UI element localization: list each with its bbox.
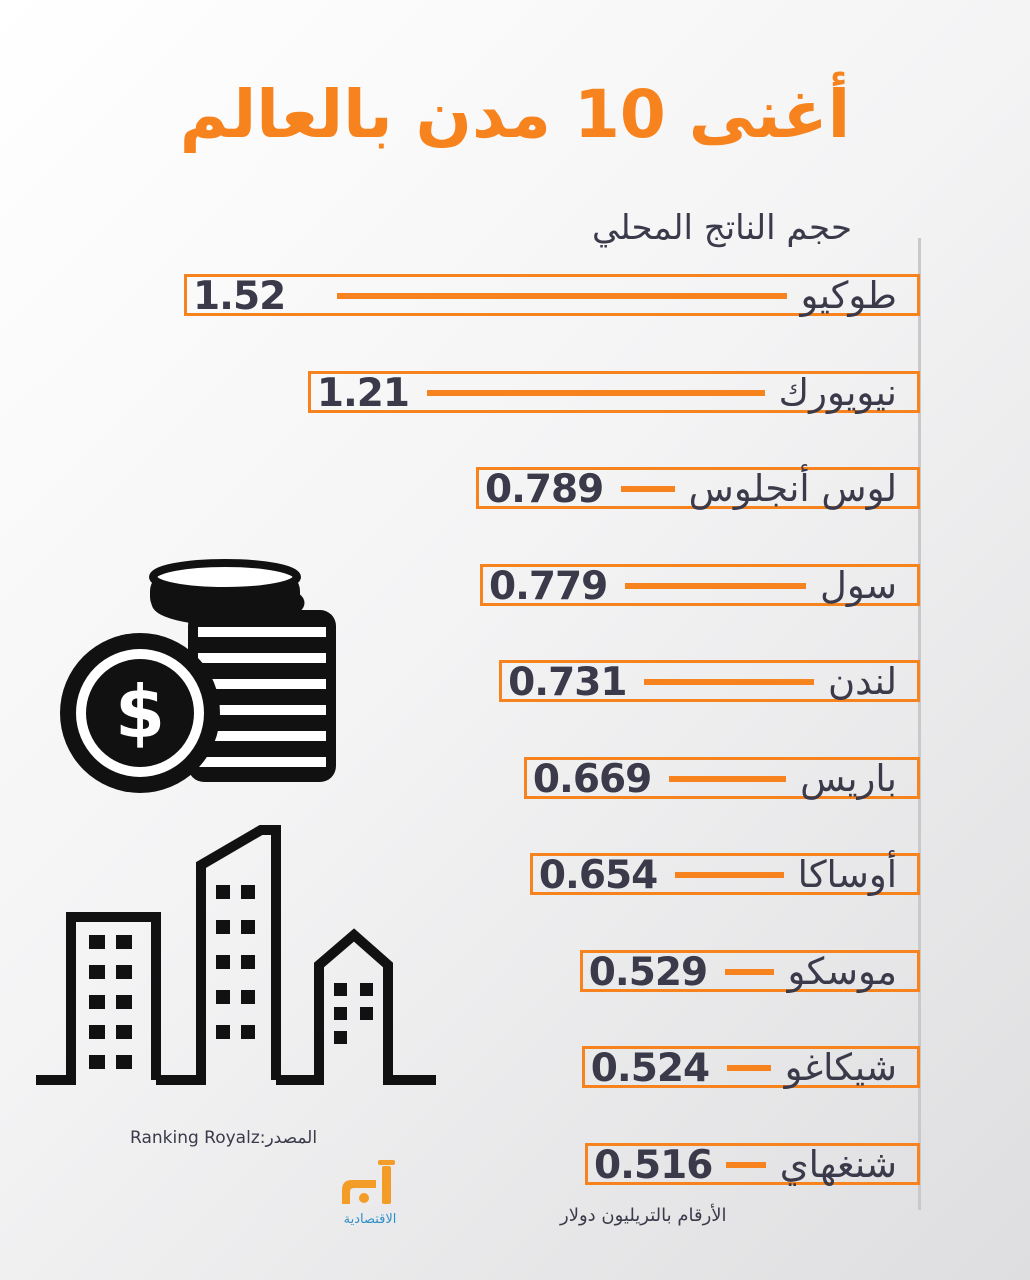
bar-5 [524, 756, 920, 802]
bar-category-label: شنغهاي [779, 1142, 897, 1186]
chart-subtitle: حجم الناتج المحلي [591, 208, 852, 248]
bar-value-label: 0.731 [508, 660, 627, 705]
coins-dollar-icon [60, 555, 360, 795]
bar-4 [499, 660, 920, 705]
bar-2 [476, 467, 920, 512]
bar-category-label: سول [819, 563, 897, 607]
bar-connector-line [727, 1065, 771, 1071]
bar-category-label: أوساكا [797, 853, 897, 896]
bar-value-label: 0.654 [538, 853, 658, 898]
bar-value-label: 1.21 [316, 370, 410, 416]
logo-icon [338, 1160, 402, 1206]
bar-connector-line [675, 872, 784, 878]
bar-value-label: 0.529 [588, 949, 708, 995]
bar-connector-line [644, 679, 814, 685]
bar-category-label: لندن [827, 660, 897, 703]
bar-value-label: 0.669 [532, 756, 652, 802]
bar-category-label: شيكاغو [784, 1046, 897, 1089]
bar-connector-line [669, 776, 786, 782]
bar-6 [530, 853, 920, 898]
logo-subtitle: الاقتصادية [343, 1212, 397, 1227]
bar-value-label: 0.524 [590, 1046, 710, 1091]
page-title: أغنى 10 مدن بالعالم [179, 76, 851, 153]
bar-connector-line [726, 1162, 766, 1168]
bar-value-label: 0.789 [484, 467, 604, 512]
bar-7 [580, 949, 920, 995]
bar-category-label: باريس [800, 756, 897, 800]
bar-3 [480, 563, 920, 609]
source-text: Ranking Royalz:المصدر [130, 1128, 318, 1148]
bar-connector-line [337, 293, 787, 299]
unit-note: الأرقام بالتريليون دولار [560, 1205, 727, 1226]
bar-category-label: لوس أنجلوس [688, 467, 897, 510]
bar-value-label: 1.52 [193, 274, 286, 319]
bar-category-label: موسكو [787, 949, 897, 993]
bar-0 [184, 274, 920, 319]
bar-connector-line [725, 969, 774, 975]
bar-connector-line [621, 486, 675, 492]
bar-value-label: 0.779 [488, 563, 608, 609]
bar-9 [585, 1142, 920, 1188]
svg-text:$: $ [114, 670, 166, 754]
bar-category-label: طوكيو [800, 274, 897, 317]
city-buildings-icon [36, 825, 446, 1095]
bar-8 [582, 1046, 920, 1091]
bar-connector-line [427, 390, 765, 396]
bar-value-label: 0.516 [594, 1142, 713, 1188]
bar-category-label: نيويورك [778, 370, 897, 414]
bar-1 [308, 370, 920, 416]
bar-connector-line [625, 583, 806, 589]
